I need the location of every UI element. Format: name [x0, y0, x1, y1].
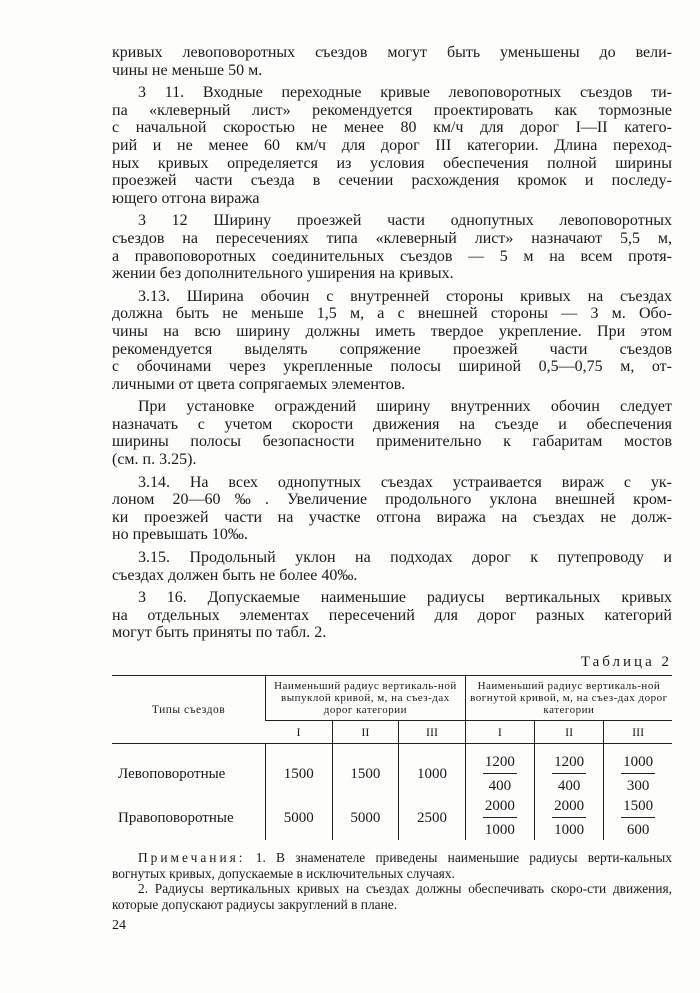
- paragraph: [112, 84, 672, 207]
- text-line: рий и не менее 60 км/ч для дорог III категории. Длина переход-: [112, 136, 672, 154]
- paragraph: [112, 398, 672, 468]
- text-line: могут быть приняты по табл. 2.: [112, 624, 327, 642]
- concave-value: [465, 744, 534, 797]
- text-line: назначать с учетом скорости движения на съезде и обеспечения: [112, 415, 672, 433]
- text-line: 3.14. На всех однопутных съездах устраивается вираж с ук-: [138, 473, 672, 491]
- fraction: [552, 797, 586, 839]
- fraction: [621, 797, 655, 839]
- denominator: 400: [557, 778, 581, 794]
- text-line: кривых левоповоротных съездов могут быть уменьшены до вели-: [112, 44, 672, 61]
- category-header: II: [535, 721, 604, 744]
- convex-value: 2500: [399, 796, 466, 840]
- numerator: 2000: [552, 797, 586, 818]
- paragraph: [112, 549, 672, 584]
- text-line: проезжей части съезда в сечении расхождения кромок и последу-: [112, 172, 672, 190]
- text-line: чины не меньше 50 м.: [112, 61, 263, 79]
- convex-value: 1500: [332, 744, 399, 797]
- text-line: ных кривых определяется из условия обеспечения полной ширины: [112, 154, 672, 172]
- text-line: лоном 20—60‰. Увеличение продольного уклона внешней кром-: [112, 491, 672, 509]
- numerator: 1500: [621, 797, 655, 818]
- numerator: 1200: [483, 753, 517, 774]
- text-line: а правоповоротных соединительных съездов — 5 м на всем протя-: [112, 247, 672, 265]
- notes-label: Примечания:: [138, 850, 246, 865]
- paragraph: [112, 474, 672, 544]
- note-1: [112, 850, 672, 881]
- fraction: [552, 753, 586, 795]
- concave-value: [535, 796, 604, 840]
- text-line: личными от цвета сопрягаемых элементов.: [112, 375, 406, 393]
- note-1-text: 1. В знаменателе приведены наименьшие радиусы верти-кальных вогнутых кривых, допускаемые в исключительных случаях.: [112, 850, 672, 881]
- text-line: ки проезжей части на участке отгона виража на съездах не долж-: [112, 508, 672, 526]
- denominator: 600: [626, 822, 650, 838]
- note-2: 2. Радиусы вертикальных кривых на съездах должны обеспечивать скоро-сти движения, которые допускают радиусы закруглений в плане.: [112, 881, 672, 912]
- numerator: 1000: [621, 753, 655, 774]
- concave-value: [604, 744, 672, 797]
- paragraph: [112, 44, 672, 79]
- text-line: 3.15. Продольный уклон на подходах дорог к путепроводу и: [138, 549, 672, 567]
- row-name: Левоповоротные: [118, 765, 226, 782]
- paragraph: [112, 288, 672, 394]
- text-line: жении без дополнительного уширения на кривых.: [112, 265, 454, 283]
- radius-table: [112, 675, 672, 840]
- denominator: 400: [488, 778, 512, 794]
- category-header: I: [465, 721, 534, 744]
- denominator: 1000: [484, 822, 515, 838]
- text-line: па «клеверный лист» рекомендуется проектировать как тормозные: [112, 101, 672, 119]
- text-line: 3 16. Допускаемые наименьшие радиусы вертикальных кривых: [138, 589, 672, 607]
- fraction: [483, 797, 517, 839]
- concave-value: [465, 796, 534, 840]
- text-line: ширины полосы безопасности применительно к габаритам мостов: [112, 433, 672, 451]
- text-line: с обочинами через укрепленные полосы шириной 0,5—0,75 м, от-: [112, 358, 672, 376]
- text-line: чины на всю ширину должны иметь твердое укрепление. При этом: [112, 322, 672, 340]
- category-header: I: [266, 721, 333, 744]
- row-name: Правоповоротные: [118, 809, 234, 826]
- concave-value: [535, 744, 604, 797]
- paragraph: [112, 589, 672, 642]
- text-line: 3.13. Ширина обочин с внутренней стороны кривых на съездах: [138, 287, 672, 305]
- text-line: должна быть не меньше 1,5 м, а с внешней стороны — 3 м. Обо-: [112, 305, 672, 323]
- text-line: (см. п. 3.25).: [112, 451, 197, 469]
- page-number: 24: [112, 918, 126, 934]
- table-caption: Таблица 2: [580, 654, 672, 670]
- table-notes: [112, 850, 672, 912]
- numerator: 1200: [552, 753, 586, 774]
- text-line: съездах должен быть не более 40‰.: [112, 566, 358, 584]
- convex-value: 1500: [266, 744, 333, 797]
- paragraph: [112, 212, 672, 282]
- text-line: 3 11. Входные переходные кривые левоповоротных съездов ти-: [138, 84, 672, 102]
- table-row: [112, 744, 672, 797]
- text-line: на отдельных элементах пересечений для дорог разных категорий: [112, 606, 672, 624]
- text-line: рекомендуется выделять сопряжение проезжей части съездов: [112, 340, 672, 358]
- page-column: [112, 44, 672, 934]
- convex-value: 1000: [399, 744, 466, 797]
- text-line: съездов на пересечениях типа «клеверный лист» назначают 5,5 м,: [112, 229, 672, 247]
- text-line: 3 12 Ширину проезжей части однопутных левоповоротных: [138, 212, 672, 230]
- category-header: II: [332, 721, 399, 744]
- category-header: III: [399, 721, 466, 744]
- concave-group-header: Наименьший радиус вертикаль-ной вогнутой кривой, м, на съез-дах дорог категории: [465, 676, 672, 721]
- body-text: [112, 44, 672, 647]
- text-line: но превышать 10‰.: [112, 526, 248, 544]
- text-line: ющего отгона виража: [112, 189, 260, 207]
- numerator: 2000: [483, 797, 517, 818]
- table-row: [112, 796, 672, 840]
- fraction: [483, 753, 517, 795]
- convex-value: 5000: [332, 796, 399, 840]
- denominator: 1000: [554, 822, 585, 838]
- text-line: При установке ограждений ширину внутренних обочин следует: [138, 398, 672, 416]
- fraction: [621, 753, 655, 795]
- denominator: 300: [626, 778, 650, 794]
- concave-value: [604, 796, 672, 840]
- type-header: Типы съездов: [112, 676, 266, 744]
- category-header: III: [604, 721, 672, 744]
- text-line: с начальной скоростью не менее 80 км/ч для дорог I—II катего-: [112, 119, 672, 137]
- convex-group-header: Наименьший радиус вертикаль-ной выпуклой кривой, м, на съез-дах дорог категории: [266, 676, 466, 721]
- convex-value: 5000: [266, 796, 333, 840]
